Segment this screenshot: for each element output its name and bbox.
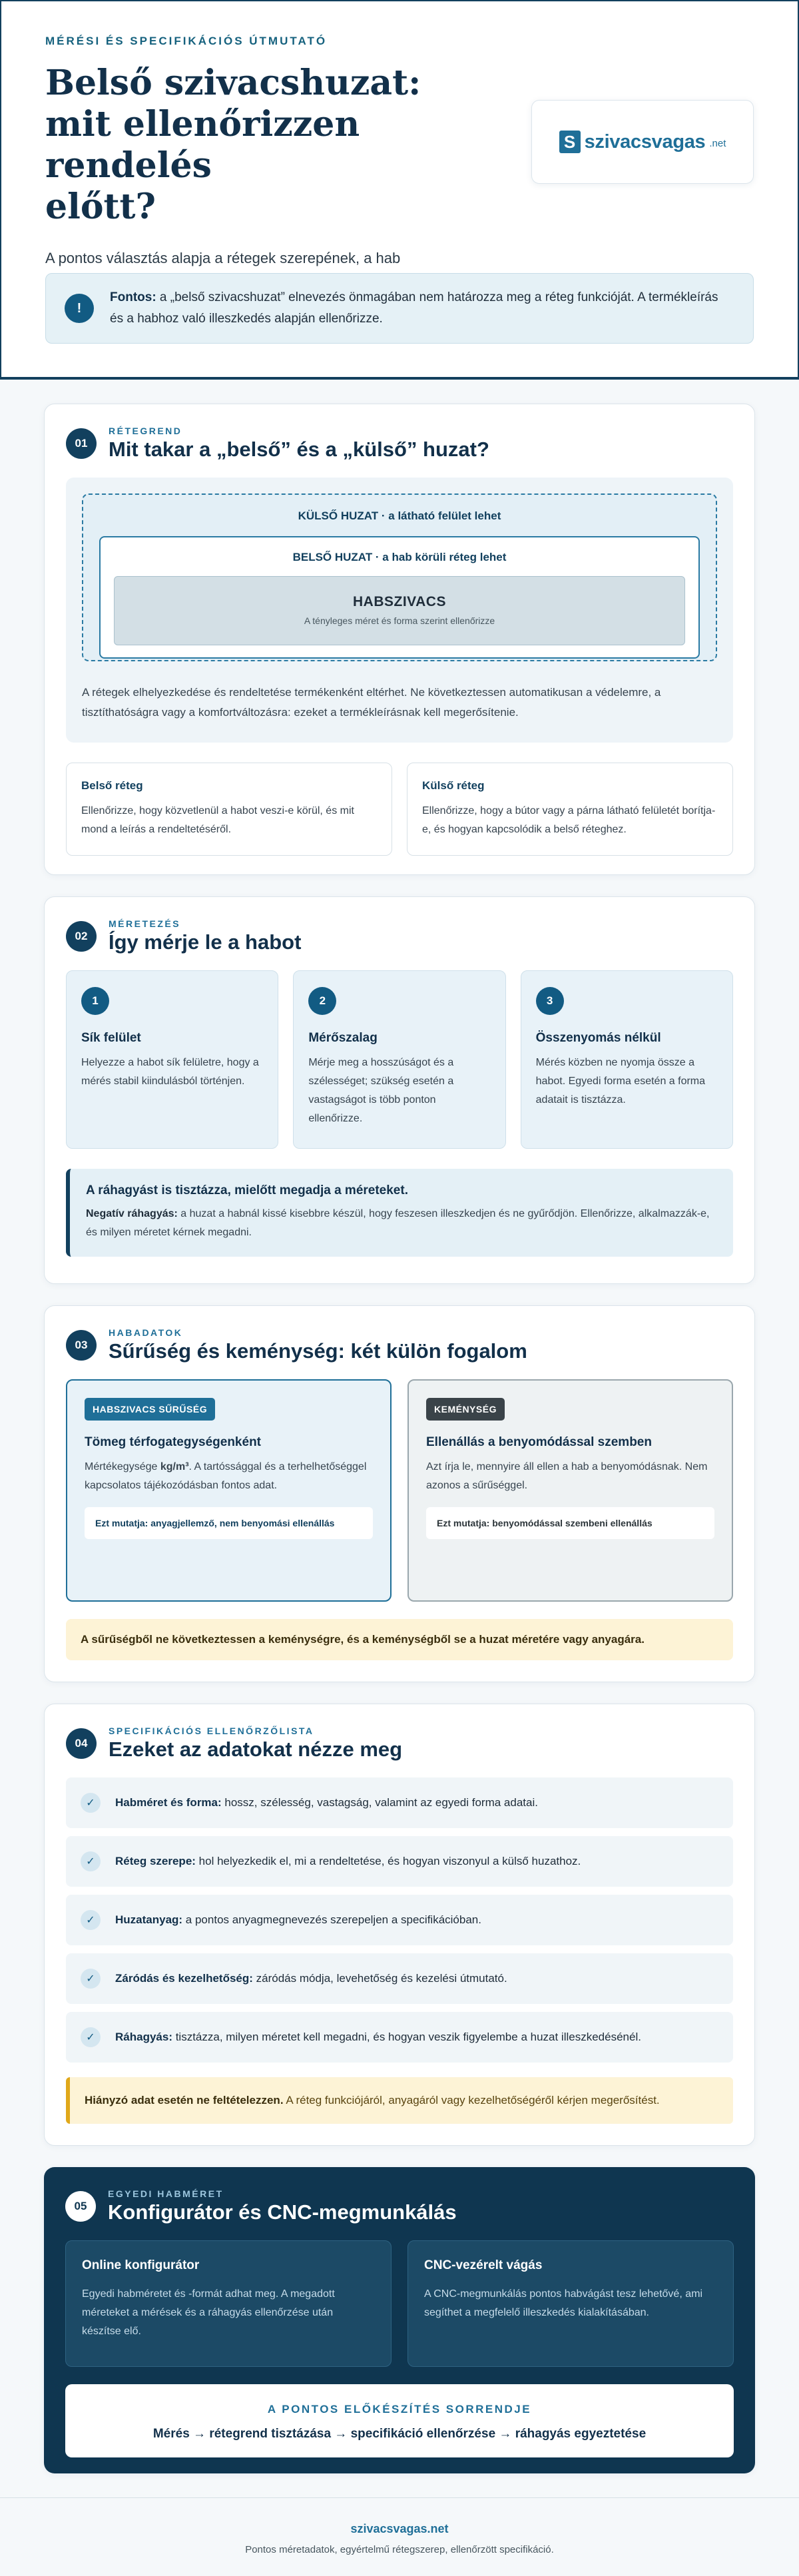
hero-eyebrow: MÉRÉSI ÉS SPECIFIKÁCIÓS ÚTMUTATÓ bbox=[45, 35, 328, 47]
allowance-callout bbox=[66, 1169, 733, 1257]
hardness-tag: KEMÉNYSÉG bbox=[426, 1398, 505, 1421]
checklist-lead: Záródás és kezelhetőség: bbox=[115, 1972, 253, 1985]
step-number: 1 bbox=[81, 987, 109, 1015]
check-icon: ✓ bbox=[81, 1851, 101, 1871]
section-number: 03 bbox=[66, 1330, 97, 1361]
checklist-body: a pontos anyagmegnevezés szerepeljen a specifikációban. bbox=[182, 1913, 481, 1926]
hardness-shows-box: Ezt mutatja: benyomódással szembeni ellenállás bbox=[426, 1507, 714, 1539]
layer-note: A rétegek elhelyezkedése és rendeltetése termékenként eltérhet. Ne következtessen automatikusan a védelemre, a tisztíthatóságra vagy a komfortváltozásra: ezeket a termékleírásnak kell megerősítenie. bbox=[82, 686, 661, 719]
notice-body: a „belső szivacshuzat” elnevezés önmagában nem határozza meg a réteg funkcióját. A termékleírás és a habhoz való illeszkedés alapján ellenőrizze. bbox=[110, 290, 718, 326]
page-title-line-2: mit ellenőrizzen rendelés bbox=[45, 104, 360, 186]
section-number: 01 bbox=[66, 428, 97, 459]
card-text: A CNC-megmunkálás pontos habvágást tesz lehetővé, ami segíthet a megfelelő illeszkedés kialakításában. bbox=[424, 2288, 702, 2318]
foam-subtitle: A tényleges méret és forma szerint ellenőrizze bbox=[304, 615, 495, 626]
density-tag: HABSZIVACS SŰRŰSÉG bbox=[85, 1398, 215, 1421]
warning-lead: Hiányzó adat esetén ne feltételezzen. bbox=[85, 2094, 284, 2106]
section-header bbox=[66, 1327, 527, 1363]
layer-cards bbox=[66, 763, 733, 856]
card-title: Belső réteg bbox=[81, 779, 143, 792]
hero-header bbox=[0, 0, 799, 380]
step-title: Mérőszalag bbox=[308, 1031, 378, 1045]
section-header bbox=[65, 2188, 457, 2224]
step-card-tape-measure bbox=[293, 970, 505, 1149]
inner-cover-label: BELSŐ HUZAT · a hab körüli réteg lehet bbox=[292, 551, 507, 563]
spec-checklist bbox=[66, 1777, 733, 2071]
step-text: Mérje meg a hosszúságot és a szélességet; szükség esetén a vastagságot is több ponton ellenőrizze. bbox=[308, 1057, 454, 1124]
checklist-item bbox=[66, 2012, 733, 2063]
step-text: Helyezze a habot sík felületre, hogy a mérés stabil kiindulásból történjen. bbox=[81, 1057, 259, 1087]
layer-diagram-panel bbox=[66, 478, 733, 743]
missing-data-warning bbox=[66, 2077, 733, 2124]
section-eyebrow: RÉTEGREND bbox=[109, 426, 182, 436]
footer-tagline: Pontos méretadatok, egyértelmű rétegszerep, ellenőrzött specifikáció. bbox=[245, 2544, 554, 2555]
section-checklist bbox=[44, 1704, 755, 2146]
section-eyebrow: MÉRETEZÉS bbox=[109, 918, 181, 929]
density-shows-box: Ezt mutatja: anyagjellemző, nem benyomási ellenállás bbox=[85, 1507, 373, 1539]
inner-layer-card bbox=[66, 763, 392, 856]
density-unit: kg/m³ bbox=[160, 1461, 189, 1472]
density-text-post: . A tartóssággal és a terhelhetőséggel kapcsolatos tájékozódásban fontos adat. bbox=[85, 1461, 367, 1491]
notice-text bbox=[110, 287, 733, 330]
callout-text bbox=[86, 1205, 717, 1242]
hardness-text: Azt írja le, mennyire áll ellen a hab a benyomódásnak. Nem azonos a sűrűséggel. bbox=[426, 1461, 708, 1491]
section-number: 02 bbox=[66, 921, 97, 952]
checklist-text bbox=[115, 1855, 581, 1868]
checklist-item bbox=[66, 1836, 733, 1887]
foam-title: HABSZIVACS bbox=[353, 594, 446, 609]
step-title: Sík felület bbox=[81, 1031, 141, 1045]
checklist-text bbox=[115, 1796, 538, 1809]
checklist-body: hossz, szélesség, vastagság, valamint az egyedi forma adatai. bbox=[221, 1796, 538, 1809]
checklist-text bbox=[115, 1972, 507, 1985]
warning-body: A réteg funkciójáról, anyagáról vagy kezelhetőségéről kérjen megerősítést. bbox=[283, 2094, 660, 2106]
section-title: Így mérje le a habot bbox=[109, 930, 302, 954]
hardness-title: Ellenállás a benyomódással szemben bbox=[426, 1435, 652, 1449]
callout-body: a huzat a habnál kissé kisebbre készül, hogy feszesen illeszkedjen és ne gyűrődjön. Ellenőrizze, alkalmazzák-e, és milyen méretet kérnek megadni. bbox=[86, 1208, 710, 1238]
order-sequence: Mérés → rétegrend tisztázása → specifikáció ellenőrzése → ráhagyás egyeztetése bbox=[152, 2427, 647, 2441]
density-card bbox=[66, 1379, 392, 1602]
hardness-card bbox=[407, 1379, 733, 1602]
step-number: 3 bbox=[536, 987, 564, 1015]
page-title-line-3: előtt? bbox=[45, 186, 156, 227]
inner-cover-layer bbox=[99, 536, 700, 659]
checklist-item bbox=[66, 1777, 733, 1828]
callout-title: A ráhagyást is tisztázza, mielőtt megadja a méreteket. bbox=[86, 1183, 408, 1197]
preparation-order-box bbox=[65, 2384, 734, 2457]
section-header bbox=[66, 426, 489, 462]
section-eyebrow: SPECIFIKÁCIÓS ELLENŐRZŐLISTA bbox=[109, 1726, 314, 1736]
section-number: 05 bbox=[65, 2191, 96, 2222]
footer-site-link[interactable]: szivacsvagas.net bbox=[350, 2522, 449, 2535]
step-number: 2 bbox=[308, 987, 336, 1015]
callout-lead: Negatív ráhagyás: bbox=[86, 1208, 178, 1219]
logo-mark-icon: S bbox=[559, 131, 581, 153]
brand-logo-card[interactable] bbox=[531, 100, 754, 184]
step-text: Mérés közben ne nyomja össze a habot. Egyedi forma esetén a forma adatait is tisztázza. bbox=[535, 1057, 706, 1106]
warning-text bbox=[85, 2094, 660, 2107]
card-text: Egyedi habméretet és -formát adhat meg. A megadott méreteket a mérések és a ráhagyás ellenőrzése után készítse elő. bbox=[82, 2288, 335, 2337]
card-title: CNC-vezérelt vágás bbox=[424, 2258, 543, 2272]
cnc-cutting-card[interactable] bbox=[407, 2240, 734, 2367]
checklist-body: tisztázza, milyen méretet kell megadni, és hogyan veszik figyelembe a huzat illeszkedésénél. bbox=[172, 2031, 641, 2043]
foam-core bbox=[114, 576, 685, 645]
card-text: Ellenőrizze, hogy közvetlenül a habot veszi-e körül, és mit mond a leírás a rendeltetéséről. bbox=[81, 805, 354, 835]
step-title: Összenyomás nélkül bbox=[535, 1031, 661, 1045]
section-eyebrow: EGYEDI HABMÉRET bbox=[108, 2188, 224, 2199]
section-header bbox=[66, 1726, 402, 1762]
hero-subtitle: A pontos választás alapja a rétegek szerepének, a hab bbox=[45, 250, 401, 266]
step-card-flat-surface bbox=[66, 970, 278, 1149]
card-title: Külső réteg bbox=[422, 779, 485, 792]
page-title-line-1: Belső szivacshuzat: bbox=[45, 63, 421, 103]
brand-logo bbox=[559, 131, 726, 153]
section-configurator bbox=[44, 2167, 755, 2473]
card-text: Ellenőrizze, hogy a bútor vagy a párna látható felületét borítja-e, és hogyan kapcsolódik a belső réteghez. bbox=[422, 805, 716, 835]
order-eyebrow: A PONTOS ELŐKÉSZÍTÉS SORRENDJE bbox=[267, 2403, 532, 2415]
density-warning: A sűrűségből ne következtessen a keménységre, és a keménységből se a huzat méretére vagy anyagára. bbox=[66, 1619, 733, 1660]
section-number: 04 bbox=[66, 1728, 97, 1759]
measure-steps bbox=[66, 970, 733, 1149]
checklist-lead: Huzatanyag: bbox=[115, 1913, 183, 1926]
checklist-lead: Habméret és forma: bbox=[115, 1796, 222, 1809]
check-icon: ✓ bbox=[81, 1910, 101, 1930]
section-title: Mit takar a „belső” és a „külső” huzat? bbox=[109, 438, 489, 461]
page-title bbox=[45, 63, 511, 228]
check-icon: ✓ bbox=[81, 1793, 101, 1813]
outer-cover-label: KÜLSŐ HUZAT · a látható felület lehet bbox=[298, 509, 501, 522]
section-title: Sűrűség és keménység: két külön fogalom bbox=[109, 1339, 527, 1363]
logo-tld: .net bbox=[709, 138, 726, 149]
notice-lead: Fontos: bbox=[110, 290, 156, 304]
section-title: Ezeket az adatokat nézze meg bbox=[109, 1738, 403, 1761]
section-title: Konfigurátor és CNC-megmunkálás bbox=[108, 2200, 457, 2224]
section-layer-order bbox=[44, 404, 755, 875]
checklist-text bbox=[115, 2031, 641, 2044]
section-measuring bbox=[44, 896, 755, 1284]
logo-name: szivacsvagas bbox=[584, 131, 706, 153]
section-foam-data bbox=[44, 1305, 755, 1682]
checklist-item bbox=[66, 1895, 733, 1945]
checklist-lead: Ráhagyás: bbox=[115, 2031, 172, 2043]
outer-cover-layer bbox=[82, 493, 717, 661]
step-card-no-compression bbox=[521, 970, 733, 1149]
density-hardness-comparison bbox=[66, 1379, 733, 1602]
checklist-body: hol helyezkedik el, mi a rendeltetése, és hogyan viszonyul a külső huzathoz. bbox=[195, 1855, 581, 1867]
section-eyebrow: HABADATOK bbox=[109, 1327, 183, 1338]
density-title: Tömeg térfogategységenként bbox=[85, 1435, 261, 1449]
density-text bbox=[85, 1458, 373, 1495]
check-icon: ✓ bbox=[81, 1969, 101, 1989]
page-footer bbox=[0, 2497, 799, 2576]
check-icon: ✓ bbox=[81, 2027, 101, 2047]
configurator-cards bbox=[65, 2240, 734, 2367]
checklist-lead: Réteg szerepe: bbox=[115, 1855, 196, 1867]
card-title: Online konfigurátor bbox=[82, 2258, 200, 2272]
checklist-item bbox=[66, 1953, 733, 2004]
section-header bbox=[66, 918, 301, 954]
outer-layer-card bbox=[407, 763, 733, 856]
density-text-pre: Mértékegysége bbox=[85, 1461, 160, 1472]
important-notice bbox=[45, 273, 754, 344]
online-configurator-card[interactable] bbox=[65, 2240, 392, 2367]
checklist-text bbox=[115, 1913, 481, 1927]
checklist-body: záródás módja, levehetőség és kezelési útmutató. bbox=[252, 1972, 507, 1985]
exclamation-icon: ! bbox=[65, 294, 94, 323]
